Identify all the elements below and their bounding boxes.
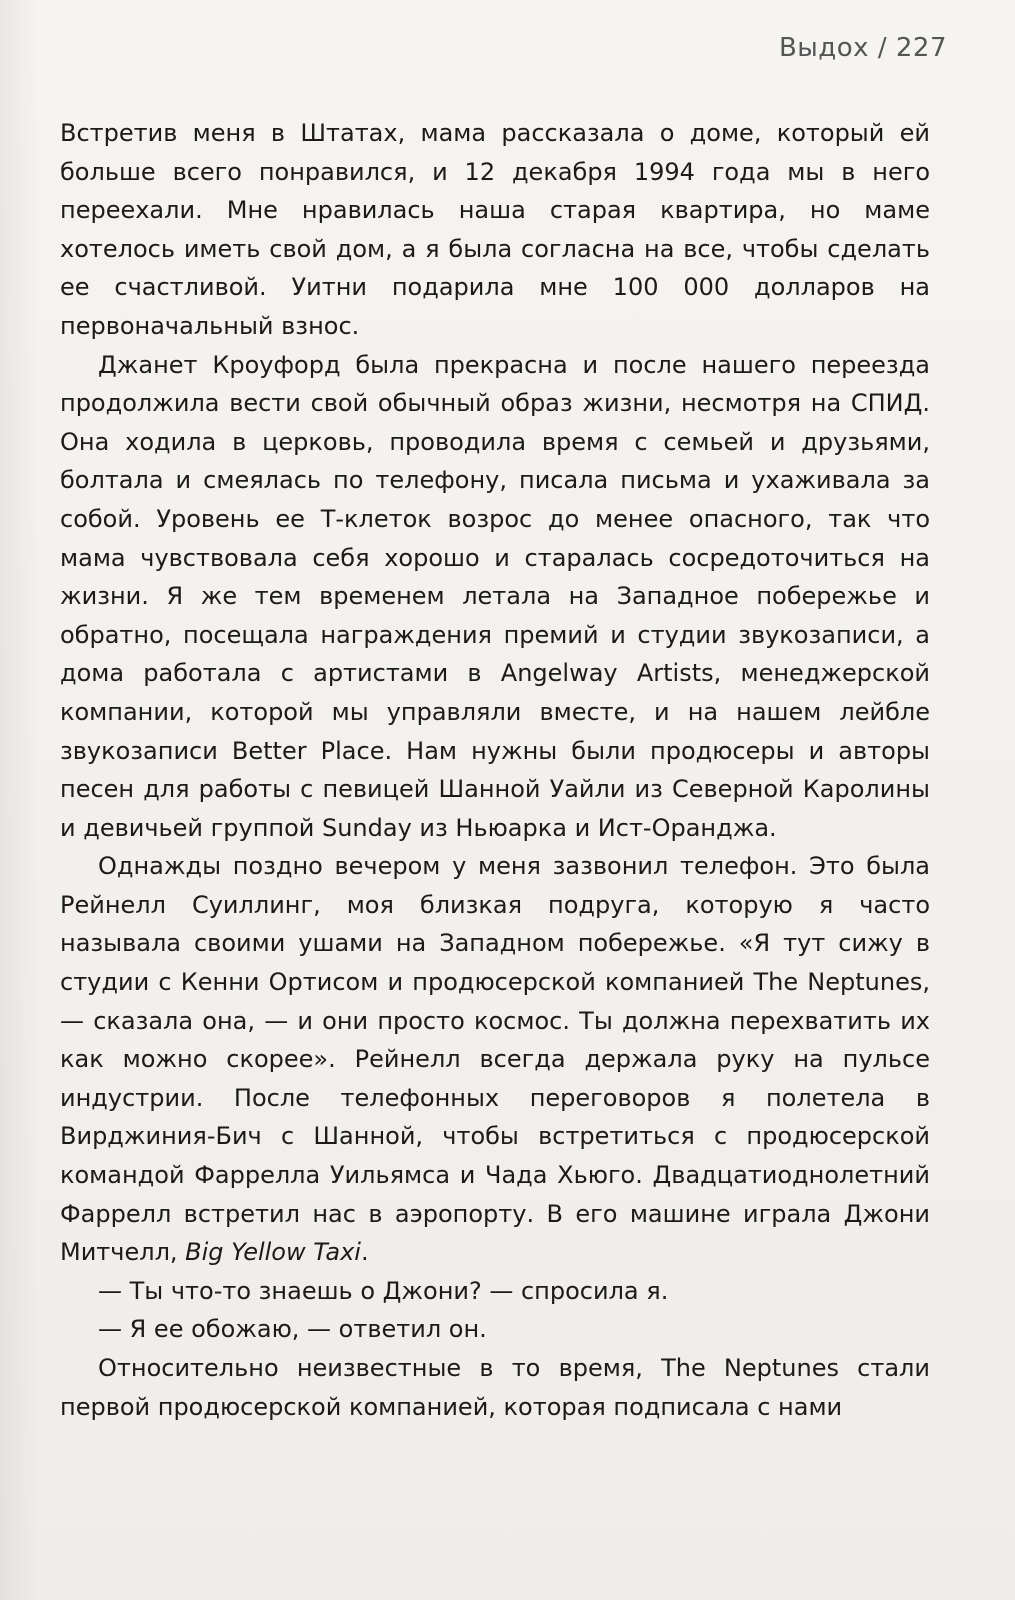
paragraph-3-end: . [360, 1238, 369, 1267]
dialogue-line-2: — Я ее обожаю, — ответил он. [98, 1315, 487, 1344]
running-head: Выдох / 227 [778, 33, 947, 63]
paragraph-3-text: Однажды поздно вечером у меня зазвонил телефон. Это была Рейнелл Суиллинг, моя близкая подруга, которую я часто называла своими ушами на Западном побережье. «Я тут сижу в студии с Кенни Ортисом и продюсерской компанией The Neptunes, — сказала она, — и они просто космос. Ты должна перехватить их как можно скорее». Рейнелл всегда держала руку на пульсе индустрии. После телефонных переговоров я полетела в Вирджиния-Бич с Шанной, чтобы встретиться с продюсерской командой Фаррелла Уильямса и Чада Хьюго. Двадцатиоднолетний Фаррелл встретил нас в аэропорту. В его машине играла Джони Митчелл, [60, 852, 930, 1267]
page-body [60, 114, 930, 1426]
paragraph-1: Встретив меня в Штатах, мама рассказала о доме, который ей больше всего понравился, и 12 декабря 1994 года мы в него переехали. Мне нравилась наша старая квартира, но маме хотелось иметь свой дом, а я была согласна на все, чтобы сделать ее счастливой. Уитни подарила мне 100 000 долларов на первоначальный взнос. [60, 119, 930, 340]
paragraph-2: Джанет Кроуфорд была прекрасна и после нашего переезда продолжила вести свой обычный образ жизни, несмотря на СПИД. Она ходила в церковь, проводила время с семьей и друзьями, болтала и смеялась по телефону, писала письма и ухаживала за собой. Уровень ее Т-клеток возрос до менее опасного, так что мама чувствовала себя хорошо и старалась сосредоточиться на жизни. Я же тем временем летала на Западное побережье и обратно, посещала награждения премий и студии звукозаписи, а дома работала с артистами в Angelway Artists, менеджерской компании, которой мы управляли вместе, и на нашем лейбле звукозаписи Better Place. Нам нужны были продюсеры и авторы песен для работы с певицей Шанной Уайли из Северной Каролины и девичьей группой Sunday из Ньюарка и Ист-Оранджа. [60, 350, 930, 842]
dialogue-line-1: — Ты что-то знаешь о Джони? — спросила я. [98, 1276, 669, 1305]
paragraph-6: Относительно неизвестные в то время, The Neptunes стали первой продюсерской компанией, которая подписала с нами [60, 1354, 930, 1421]
song-title: Big Yellow Taxi [185, 1238, 361, 1267]
paragraph-3 [60, 847, 930, 1272]
